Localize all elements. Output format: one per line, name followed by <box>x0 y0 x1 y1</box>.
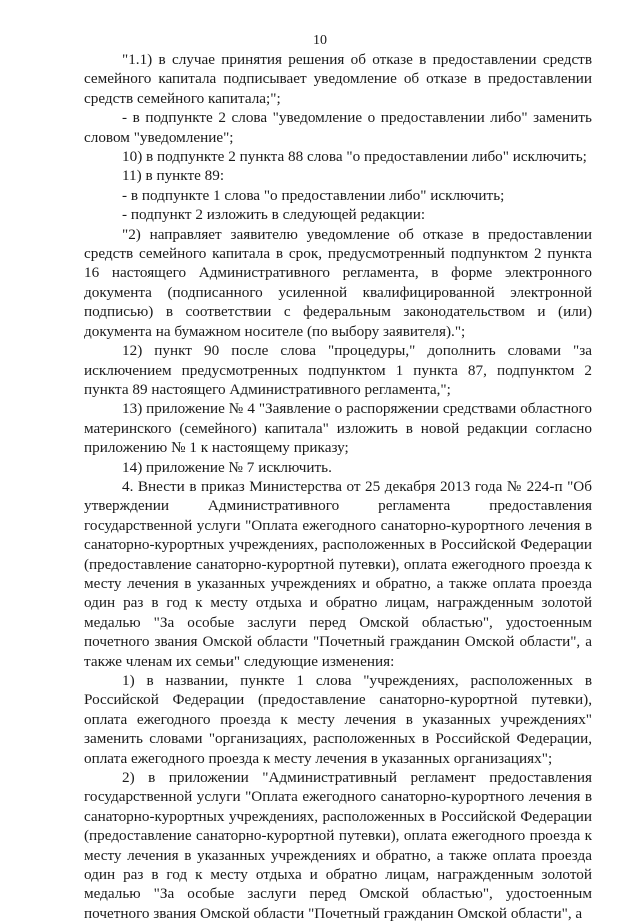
paragraph-subpoint-2-new-edition: - подпункт 2 изложить в следующей редакции: <box>122 206 426 224</box>
paragraph-item-11: 11) в пункте 89: <box>122 167 225 185</box>
paragraph-item-10: 10) в подпункте 2 пункта 88 слова "о предоставлении либо" исключить; <box>122 148 587 166</box>
paragraph-1-1-notification: "1.1) в случае принятия решения об отказе в предоставлении средств семейного капитала подписывает уведомление об отказе в предоставлении средств семейного капитала;"; <box>84 51 592 107</box>
page-number: 10 <box>313 33 327 48</box>
paragraph-subpoint-2-text: "2) направляет заявителю уведомление об отказе в предоставлении средств семейного капитала в срок, предусмотренный подпунктом 2 пункта 16 настоящего Административного регламента, в форме электронного документа (подписанного усиленной квалифицированной электронной подписью) в соответствии с федеральным законодательством и (или) документа на бумажном носителе (по выбору заявителя)."; <box>84 225 592 340</box>
paragraph-item-14: 14) приложение № 7 исключить. <box>122 458 332 476</box>
document-body <box>84 50 592 923</box>
paragraph-subpoint-1-exclude: - в подпункте 1 слова "о предоставлении либо" исключить; <box>122 186 505 204</box>
paragraph-change-1: 1) в названии, пункте 1 слова "учреждениях, расположенных в Российской Федерации (предоставление санаторно-курортной путевки), оплата ежегодного проезда к месту лечения в указанных учреждениях" заменить словами "организациях, расположенных в Российской Федерации, оплата ежегодного проезда к месту лечения в указанных организациях"; <box>84 672 592 767</box>
paragraph-change-2: 2) в приложении "Административный регламент предоставления государственной услуги "Оплата ежегодного санаторно-курортного лечения в санаторно-курортных учреждениях, расположенных в Российской Федерации (предоставление санаторно-курортной путевки), оплата ежегодного проезда к месту лечения в указанных учреждениях и обратно, а также оплата проезда один раз в год к месту отдыха и обратно лицам, награжденным золотой медалью "За особые заслуги перед Омской областью", удостоенным почетного звания Омской области "Почетный гражданин Омской области", а <box>84 769 592 922</box>
paragraph-subpoint-2-replace: - в подпункте 2 слова "уведомление о предоставлении либо" заменить словом "уведомление"; <box>84 109 592 146</box>
paragraph-section-4: 4. Внести в приказ Министерства от 25 декабря 2013 года № 224-п "Об утверждении Административного регламента предоставления государственной услуги "Оплата ежегодного санаторно-курортного лечения в санаторно-курортных учреждениях, расположенных в Российской Федерации (предоставление санаторно-курортной путевки), оплата ежегодного проезда к месту лечения в указанных учреждениях и обратно, а также оплата проезда один раз в год к месту отдыха и обратно лицам, награжденным золотой медалью "За особые заслуги перед Омской областью", удостоенным почетного звания Омской области "Почетный гражданин Омской области", а также членам их семьи" следующие изменения: <box>84 477 592 670</box>
paragraph-item-12: 12) пункт 90 после слова "процедуры," дополнить словами "за исключением предусмотренных подпунктом 1 пункта 87, подпунктом 2 пункта 89 настоящего Административного регламента,"; <box>84 342 592 398</box>
paragraph-item-13: 13) приложение № 4 "Заявление о распоряжении средствами областного материнского (семейного) капитала" изложить в новой редакции согласно приложению № 1 к настоящему приказу; <box>84 400 592 457</box>
